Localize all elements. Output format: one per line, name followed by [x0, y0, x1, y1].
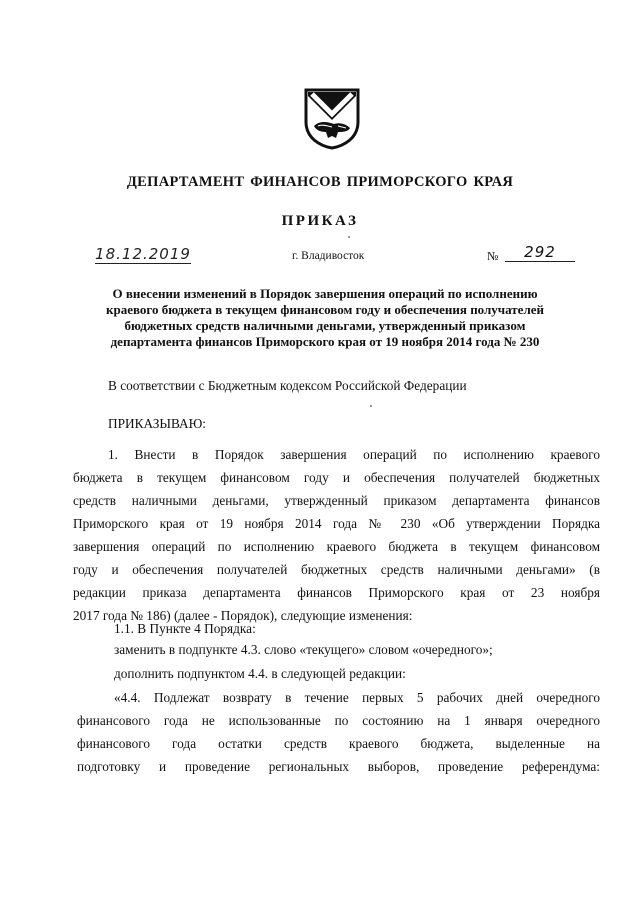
document-number: 292 [505, 243, 575, 262]
title-line: О внесении изменений в Порядок завершения операций по исполнению [112, 286, 538, 301]
document-date: 18.12.2019 [95, 245, 191, 263]
document-city: г. Владивосток [292, 250, 365, 262]
scan-speck [370, 405, 372, 407]
paragraph-1-line: 1. Внести в Порядок завершения операций по исполнению краевого [108, 447, 600, 462]
paragraph-1-line: завершения операций по исполнению краевого бюджета в текущем финансовом [73, 539, 600, 554]
title-line: департамента финансов Приморского края от 19 ноября 2014 года № 230 [110, 334, 540, 349]
paragraph-1-line: редакции приказа департамента финансов Приморского края от 23 ноября [73, 585, 600, 600]
document-title [60, 286, 590, 350]
coat-of-arms-emblem [302, 86, 362, 150]
paragraph-replace: заменить в подпункте 4.3. слово «текущего» словом «очередного»; [114, 642, 493, 657]
paragraph-1-line: бюджета в текущем финансовом году и обеспечения получателей бюджетных [73, 470, 600, 485]
title-line: бюджетных средств наличными деньгами, утвержденный приказом [124, 318, 526, 333]
paragraph-4-4-line: финансового года не использованные по состоянию на 1 января очередного [77, 713, 600, 728]
order-word: ПРИКАЗЫВАЮ: [108, 416, 206, 431]
department-name: ДЕПАРТАМЕНТ ФИНАНСОВ ПРИМОРСКОГО КРАЯ [126, 174, 514, 190]
paragraph-1-1: 1.1. В Пункте 4 Порядка: [114, 621, 256, 636]
paragraph-1-line: 2017 года № 186) (далее - Порядок), следующие изменения: [73, 608, 413, 623]
paragraph-1-line: году и обеспечения получателей бюджетных средств наличными деньгами» (в [73, 562, 600, 577]
paragraph-4-4-line: подготовку и проведение региональных выборов, проведение референдума: [77, 759, 600, 774]
document-number-label: № [487, 249, 499, 263]
paragraph-1-line: средств наличными деньгами, утвержденный приказом департамента финансов [73, 493, 600, 508]
document-type: ПРИКАЗ [281, 213, 359, 229]
title-line: краевого бюджета в текущем финансовом году и обеспечения получателей [105, 302, 545, 317]
scan-speck [348, 236, 350, 238]
basis-text: В соответствии с Бюджетным кодексом Российской Федерации [108, 378, 467, 393]
paragraph-4-4-line: финансового года остатки средств краевого бюджета, выделенные на [77, 736, 600, 751]
paragraph-1-line: Приморского края от 19 ноября 2014 года № 230 «Об утверждении Порядка [73, 516, 600, 531]
paragraph-add: дополнить подпунктом 4.4. в следующей редакции: [114, 666, 406, 681]
paragraph-4-4-line: «4.4. Подлежат возврату в течение первых 5 рабочих дней очередного [114, 690, 600, 705]
